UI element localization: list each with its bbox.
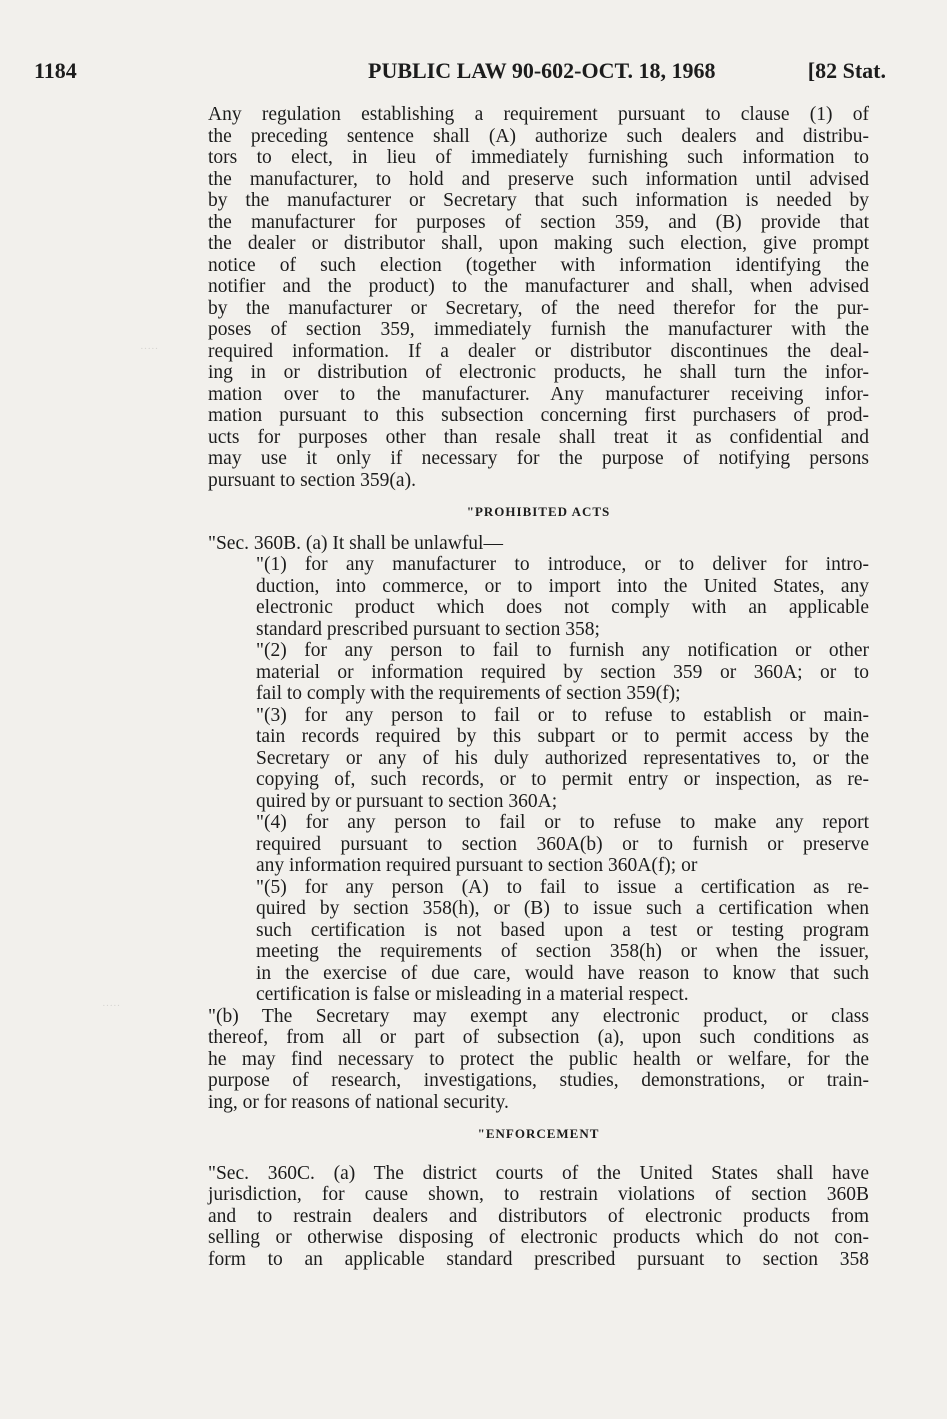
text-line: electronic product which does not comply with an applicable <box>256 597 869 618</box>
text-line: and to restrain dealers and distributors of electronic products from <box>208 1205 869 1227</box>
bleed-through-mark: ····· <box>140 343 159 355</box>
bleed-through-mark: ····· <box>102 1000 121 1012</box>
text-line: form to an applicable standard prescribed pursuant to section 358 <box>208 1248 869 1270</box>
text-line: the manufacturer for purposes of section 359, and (B) provide that <box>208 211 869 233</box>
text-line: jurisdiction, for cause shown, to restrain violations of section 360B <box>208 1184 869 1205</box>
page-header <box>24 58 886 88</box>
text-line: certification is false or misleading in a material respect. <box>256 984 689 1005</box>
text-line: selling or otherwise disposing of electronic products which do not con- <box>208 1227 869 1248</box>
text-line: ing, or for reasons of national security. <box>208 1091 509 1113</box>
list-item <box>208 554 869 640</box>
text-line: "(3) for any person to fail or to refuse to establish or main- <box>256 704 869 726</box>
text-line: Any regulation establishing a requirement pursuant to clause (1) of <box>208 104 869 125</box>
text-line: thereof, from all or part of subsection (a), upon such conditions as <box>208 1027 869 1048</box>
paragraph-exemption <box>208 1006 869 1114</box>
text-line: he may find necessary to protect the public health or welfare, for the <box>208 1048 869 1070</box>
text-line: poses of section 359, immediately furnish the manufacturer with the <box>208 319 869 340</box>
text-line: ing in or distribution of electronic products, he shall turn the infor- <box>208 362 869 383</box>
section-heading-prohibited-acts: "PROHIBITED ACTS <box>466 504 611 519</box>
text-line: the dealer or distributor shall, upon making such election, give prompt <box>208 233 869 254</box>
text-line: tors to elect, in lieu of immediately furnishing such information to <box>208 147 869 168</box>
section-heading-enforcement: "ENFORCEMENT <box>477 1126 600 1141</box>
text-line: "(b) The Secretary may exempt any electronic product, or class <box>208 1005 869 1027</box>
list-item <box>208 705 869 813</box>
text-line: quired by or pursuant to section 360A; <box>256 790 558 812</box>
text-line: "(2) for any person to fail to furnish any notification or other <box>256 640 869 661</box>
text-line: by the manufacturer or Secretary that such information is needed by <box>208 190 869 211</box>
text-line: "Sec. 360C. (a) The district courts of the United States shall have <box>208 1162 869 1184</box>
list-item <box>208 877 869 1006</box>
text-line: tain records required by this subpart or to permit access by the <box>256 726 869 747</box>
list-item <box>208 640 869 705</box>
text-line: quired by section 358(h), or (B) to issue such a certification when <box>256 898 869 919</box>
section-360b-intro: "Sec. 360B. (a) It shall be unlawful— <box>208 532 503 554</box>
text-line: pursuant to section 359(a). <box>208 469 416 491</box>
text-line: "(1) for any manufacturer to introduce, or to deliver for intro- <box>256 554 869 575</box>
running-title: PUBLIC LAW 90-602-OCT. 18, 1968 <box>368 58 716 83</box>
text-line: in the exercise of due care, would have reason to know that such <box>256 962 869 984</box>
page-number: 1184 <box>34 58 77 83</box>
text-line: the manufacturer, to hold and preserve such information until advised <box>208 168 869 190</box>
list-item <box>208 812 869 877</box>
text-line: Secretary or any of his duly authorized representatives to, or the <box>256 747 869 769</box>
text-line: "(5) for any person (A) to fail to issue a certification as re- <box>256 876 869 898</box>
paragraph-enforcement <box>208 1163 869 1271</box>
body-text <box>208 104 869 1270</box>
text-line: copying of, such records, or to permit entry or inspection, as re- <box>256 769 869 790</box>
text-line: mation pursuant to this subsection concerning first purchasers of prod- <box>208 405 869 426</box>
text-line: required pursuant to section 360A(b) or to furnish or preserve <box>256 833 869 855</box>
text-line: material or information required by section 359 or 360A; or to <box>256 661 869 683</box>
text-line: meeting the requirements of section 358(h) or when the issuer, <box>256 941 869 962</box>
text-line: the preceding sentence shall (A) authorize such dealers and distribu- <box>208 125 869 147</box>
text-line: ucts for purposes other than resale shall treat it as confidential and <box>208 426 869 448</box>
text-line: any information required pursuant to section 360A(f); or <box>256 855 698 876</box>
text-line: required information. If a dealer or distributor discontinues the deal- <box>208 340 869 362</box>
paragraph-regulation <box>208 104 869 491</box>
text-line: by the manufacturer or Secretary, of the need therefor for the pur- <box>208 297 869 319</box>
text-line: such certification is not based upon a test or testing program <box>256 919 869 941</box>
text-line: purpose of research, investigations, studies, demonstrations, or train- <box>208 1070 869 1091</box>
text-line: mation over to the manufacturer. Any manufacturer receiving infor- <box>208 383 869 405</box>
text-line: notifier and the product) to the manufacturer and shall, when advised <box>208 276 869 297</box>
text-line: "(4) for any person to fail or to refuse to make any report <box>256 812 869 833</box>
text-line: fail to comply with the requirements of section 359(f); <box>256 683 681 704</box>
statute-reference: [82 Stat. <box>807 58 886 83</box>
text-line: may use it only if necessary for the purpose of notifying persons <box>208 448 869 469</box>
text-line: duction, into commerce, or to import into the United States, any <box>256 575 869 597</box>
text-line: standard prescribed pursuant to section 358; <box>256 618 600 640</box>
text-line: notice of such election (together with information identifying the <box>208 254 869 276</box>
